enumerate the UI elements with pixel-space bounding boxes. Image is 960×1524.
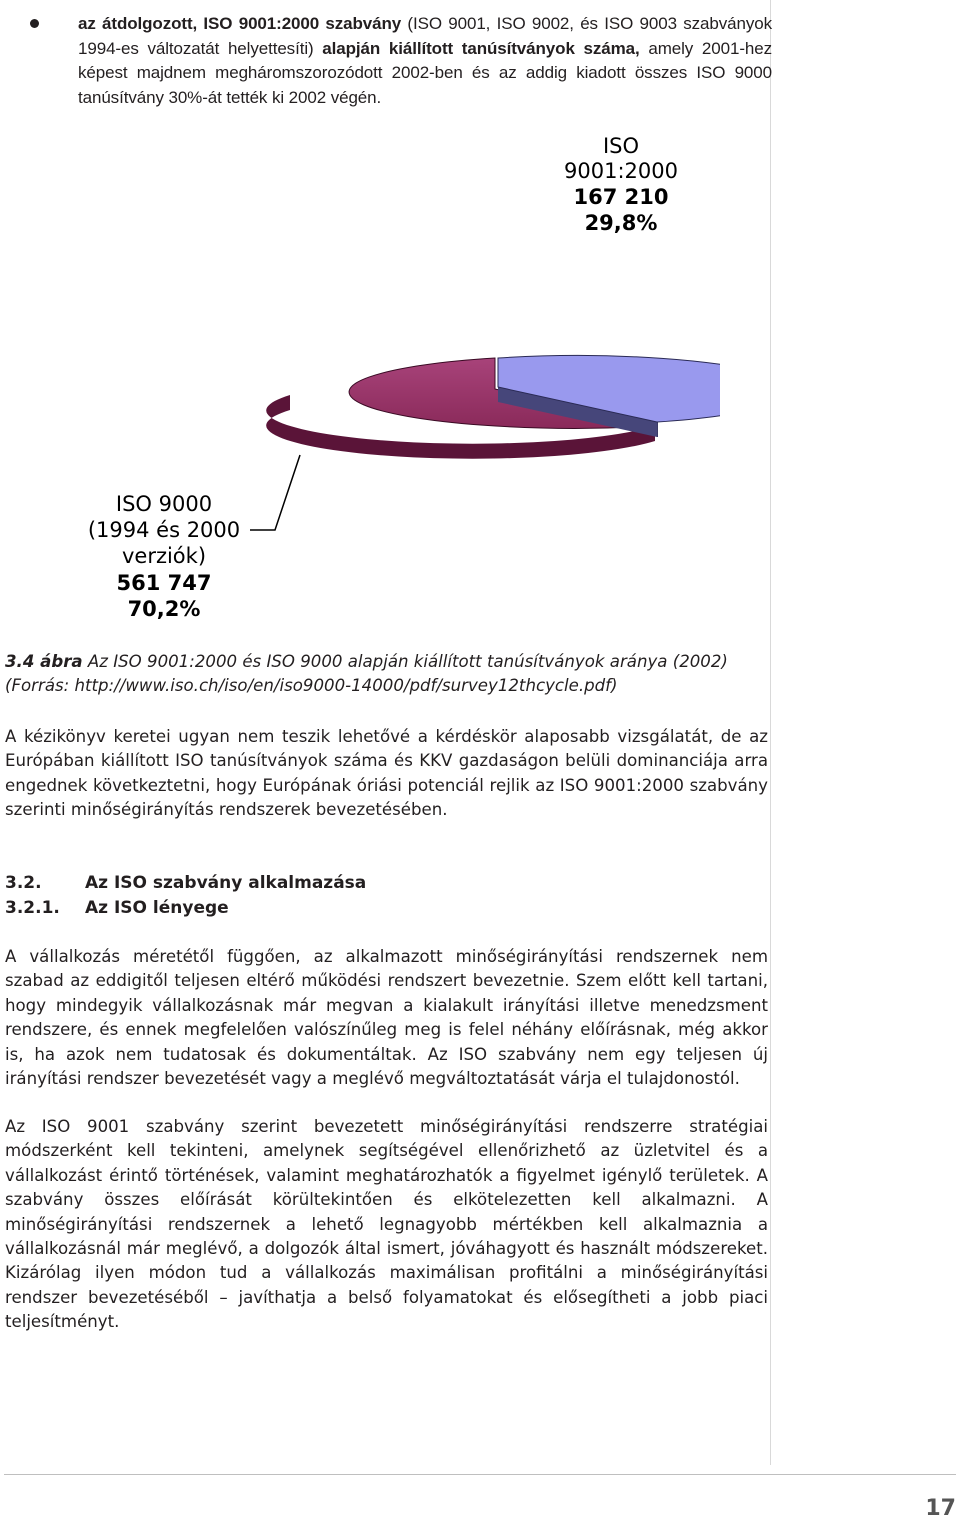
bullet-text [78, 12, 772, 111]
paragraph-3: Az ISO 9001 szabvány szerint bevezetett minőségirányítási rendszerre stratégiai módszerként kell tekinteni, amelynek segítségével ellenőrizhető az üzletvitel és a vállalkozást érintő történések, valamint meghatározhatók a figyelmet igénylő területek. A szabvány összes előírását körültekintően és elkötelezetten kell alkalmazni. A minőségirányítási rendszernek a lehető legnagyobb mértékben kell alkalmaznia a vállalkozásnál már meglévő, a dolgozók által ismert, jóváhagyott és használt módszereket. Kizárólag ilyen módon tud a vállalkozás maximálisan profitálni a minőségirányítási rendszer bevezetéséből – javíthatja a belső folyamatokat és elősegítheti a jobb piaci teljesítményt. [5, 1117, 768, 1332]
caption-source: (Forrás: http://www.iso.ch/iso/en/iso9000-14000/pdf/survey12thcycle.pdf) [5, 676, 618, 695]
bullet-dot-icon [30, 19, 39, 28]
subsection-title: Az ISO lényege [85, 898, 229, 918]
bullet-item [30, 12, 772, 111]
section-number: 3.2. [5, 873, 42, 893]
bullet-part3: amely 2001-hez képest majdnem megháromszorozódott 2002-ben és az addig kiadott összes ISO 9000 tanúsítvány 30%-át tették ki 2002 végén. [78, 38, 773, 108]
caption-label: 3.4 ábra [5, 652, 83, 671]
page-number: 17 [925, 1496, 956, 1521]
section-title: Az ISO szabvány alkalmazása [85, 873, 367, 893]
label-iso9000-line1: ISO 9000 [115, 492, 213, 516]
bullet-bold-lead: az átdolgozott, ISO 9001:2000 szabvány [78, 14, 402, 33]
label-iso9001-line1: ISO [602, 134, 640, 158]
pie-chart [60, 125, 720, 630]
label-iso9000-line3: verziók) [121, 544, 207, 568]
pie-slice-iso9001-front [657, 422, 658, 437]
section-heading-3-2 [5, 871, 366, 895]
label-iso9001-pct: 29,8% [584, 211, 658, 235]
caption-line [5, 650, 770, 674]
leader-line-iso9000 [250, 455, 300, 530]
footer-rule [4, 1474, 956, 1475]
label-iso9001-value: 167 210 [573, 185, 669, 209]
bullet-bold-mid: alapján kiállított tanúsítványok száma, [322, 38, 640, 58]
label-iso9000-pct: 70,2% [127, 597, 201, 621]
section-heading-3-2-1 [5, 896, 229, 920]
figure-caption [5, 650, 770, 698]
caption-text: Az ISO 9001:2000 és ISO 9000 alapján kiállított tanúsítványok aránya (2002) [82, 652, 728, 671]
paragraph-2: A vállalkozás méretétől függően, az alkalmazott minőségirányítási rendszernek nem szabad az eddigitől teljesen eltérő működési rendszert bevezetnie. Szem előtt kell tartani, hogy mindegyik vállalkozásnak már megvan a kialakult irányítási illetve menedzsment rendszere, és ennek megfelelően valószínűleg meg is felel néhány előírásnak, még akkor is, ha azok nem tudatosak és dokumentáltak. Az ISO szabvány nem egy teljesen új irányítási rendszer bevezetését vagy a meglévő megváltoztatását várja el tulajdonostól. [5, 947, 768, 1089]
bullet-part2: (ISO 9001, ISO 9002, és ISO 9003 szabványok 1994-es változatát helyettesíti) [78, 14, 772, 58]
label-iso9000-line2: (1994 és 2000 [87, 518, 241, 542]
subsection-number: 3.2.1. [5, 898, 60, 918]
label-iso9001-line2: 9001:2000 [564, 159, 678, 183]
label-iso9000-value: 561 747 [116, 571, 212, 595]
column-rule-vertical [770, 0, 771, 1465]
paragraph-1: A kézikönyv keretei ugyan nem teszik lehetővé a kérdéskör alaposabb vizsgálatát, de az Európában kiállított ISO tanúsítványok száma és KKV gazdaságon belüli dominanciája arra engednek következtetni, hogy Európának óriási potenciál rejlik az ISO 9001:2000 szabvány szerinti minőségirányítás rendszerek bevezetésében. [5, 727, 768, 820]
